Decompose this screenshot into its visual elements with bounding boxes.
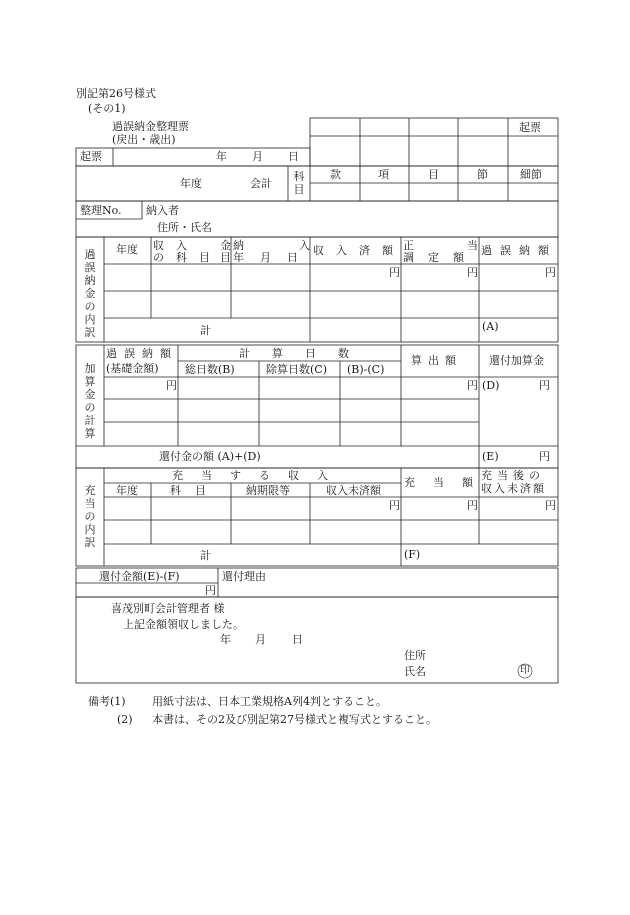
s3-col-applied: 充当額 (404, 476, 491, 489)
s3-yen-applied: 円 (467, 499, 478, 512)
s2-col-calculated: 算出額 (411, 354, 462, 367)
s1-mark-a: (A) (482, 320, 499, 333)
s3-total-label: 計 (200, 549, 211, 562)
s2-yen-e: 円 (539, 450, 550, 463)
s2-yen-d: 円 (539, 379, 550, 392)
s2-refund-total: 還付金の額 (A)+(D) (159, 450, 261, 463)
s1-total-label: 計 (200, 324, 211, 337)
s1-col-correct-a: 正 (403, 239, 414, 252)
receipt-day: 日 (292, 633, 303, 646)
s2-col-excluded-days: 除算日数(C) (266, 363, 327, 376)
s2-col-refund-add: 還付加算金 (489, 354, 544, 367)
s2-col-base-b: (基礎金額) (106, 362, 159, 375)
receipt-statement: 上記金額領収しました。 (123, 618, 244, 631)
s3-col-year: 年度 (116, 484, 138, 497)
s2-yen-base: 円 (166, 379, 177, 392)
s1-col-collected: 収入済額 (313, 244, 405, 257)
s3-yen-unpaid: 円 (389, 499, 400, 512)
s3-col-due: 納期限等 (246, 484, 290, 497)
s3-col-subject: 科目 (170, 484, 220, 497)
budget-col-moku: 目 (428, 168, 439, 181)
s1-col-subject-a: 収入 (153, 239, 199, 252)
note-2: 本書は、その2及び別記第27号様式と複写式とすること。 (152, 713, 437, 726)
note-1: 用紙寸法は、日本工業規格A列4判とすること。 (152, 695, 387, 708)
kihyo-year: 年 (216, 150, 227, 163)
s2-col-calc-days: 計算日数 (239, 347, 371, 360)
form-subtitle: (戻出・歳出) (112, 133, 176, 146)
s3-col-after-b: 収入未済額 (481, 482, 546, 495)
receipt-addressee: 喜茂別町会計管理者 様 (111, 602, 225, 615)
s1-yen-excess: 円 (545, 266, 556, 279)
receipt-month: 月 (255, 633, 266, 646)
kihyo-label: 起票 (80, 150, 102, 163)
form-part: (その1) (88, 102, 126, 115)
kihyo-header-label: 起票 (519, 121, 541, 134)
form-number: 別記第26号様式 (76, 87, 156, 100)
section3-label: 充当の内訳 (84, 484, 96, 549)
form-title: 過誤納金整理票 (112, 120, 189, 133)
address-name-label: 住所・氏名 (157, 221, 212, 234)
fiscal-year-label: 年度 (180, 177, 202, 190)
budget-col-setsu: 節 (477, 168, 488, 181)
seiri-no-label: 整理No. (80, 204, 122, 217)
s2-mark-e: (E) (482, 450, 499, 463)
kihyo-day: 日 (288, 150, 299, 163)
s3-col-target: 充当する収入 (172, 469, 346, 482)
s3-col-unpaid: 収入未済額 (326, 484, 381, 497)
s2-col-total-days: 総日数(B) (185, 363, 235, 376)
s1-col-paydate-b: 入 (299, 239, 310, 252)
s1-col-excess: 過誤納額 (481, 244, 557, 257)
s2-mark-d: (D) (482, 379, 500, 392)
receipt-name: 氏名 (404, 665, 426, 678)
budget-col-saisetsu: 細節 (520, 168, 542, 181)
s2-col-diff: (B)-(C) (347, 363, 385, 376)
kamoku-label: 科目 (293, 170, 305, 196)
s1-col-year: 年度 (116, 243, 138, 256)
s3-yen-after: 円 (545, 499, 556, 512)
s1-col-paydate-a: 納 (233, 239, 244, 252)
refund-reason-label: 還付理由 (222, 570, 266, 583)
kihyo-month: 月 (252, 150, 263, 163)
s1-yen-correct: 円 (467, 266, 478, 279)
s1-col-correct-b: 当 (467, 239, 478, 252)
s1-col-correct-c: 調定額 (403, 251, 478, 264)
payer-label: 納入者 (146, 204, 179, 217)
section2-label: 加算金の計算 (84, 362, 96, 440)
s3-mark-f: (F) (404, 548, 421, 561)
note-2-num: (2) (117, 713, 133, 726)
s1-col-paydate-c: 年月日 (233, 251, 314, 264)
s2-col-base-a: 過誤納額 (106, 347, 178, 360)
account-label: 会計 (250, 177, 272, 190)
s1-col-subject-b: の科目 (153, 251, 222, 264)
s3-col-after-a: 充当後の (481, 469, 545, 482)
receipt-year: 年 (220, 633, 231, 646)
budget-col-ko: 項 (378, 168, 389, 181)
notes-label: 備考(1) (88, 695, 126, 708)
refund-yen: 円 (205, 584, 216, 597)
refund-amount-label: 還付金額(E)-(F) (99, 570, 180, 583)
s1-col-subject-c: 金 (220, 239, 231, 252)
budget-col-kan: 款 (330, 168, 341, 181)
seal-icon: 印 (520, 665, 530, 676)
s2-yen-calculated: 円 (467, 379, 478, 392)
s1-yen-collected: 円 (389, 266, 400, 279)
s1-col-subject-d: 目 (220, 251, 231, 264)
section1-label: 過誤納金の内訳 (84, 248, 96, 339)
receipt-address: 住所 (404, 649, 426, 662)
